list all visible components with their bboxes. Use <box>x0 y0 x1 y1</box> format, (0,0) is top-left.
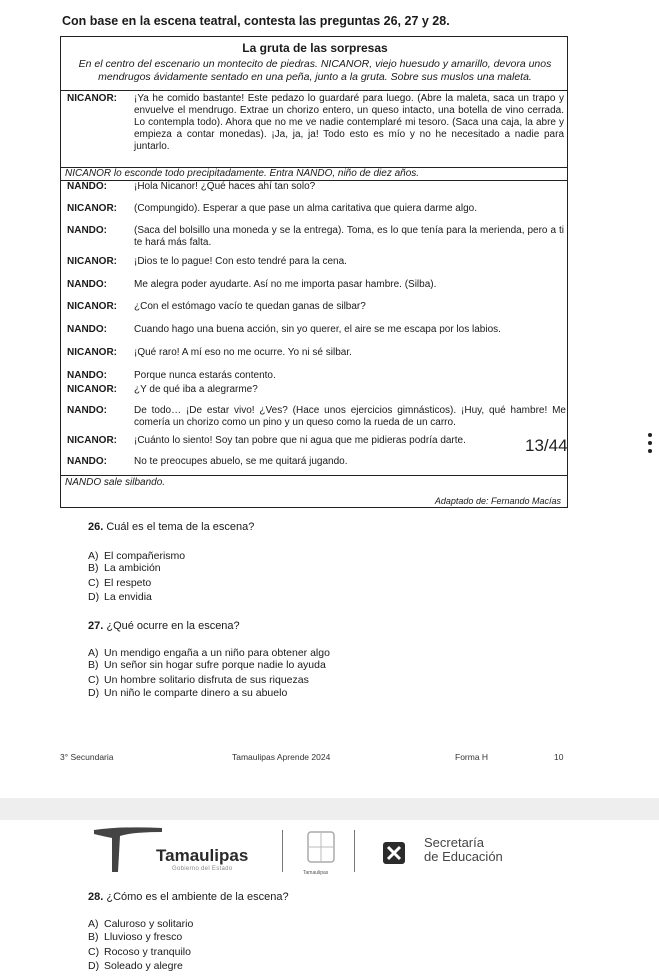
page-gap <box>0 798 659 820</box>
option-letter: D) <box>88 687 100 699</box>
scene-title: La gruta de las sorpresas <box>242 41 388 55</box>
speaker: NICANOR: <box>67 347 117 358</box>
divider <box>354 830 355 872</box>
option-letter: C) <box>88 577 100 589</box>
stage-direction: NICANOR lo esconde todo precipitadamente. Entra NANDO, niño de diez años. <box>65 168 420 179</box>
dialogue-text: ¡Dios te lo pague! Con esto tendré para la cena. <box>134 256 347 267</box>
page-counter: 13/44 <box>525 436 568 455</box>
question-27 <box>88 620 240 632</box>
source-credit: Adaptado de: Fernando Macías <box>434 496 561 506</box>
dialogue-text: ¿Con el estómago vacío te quedan ganas de silbar? <box>134 301 366 312</box>
answer-option[interactable] <box>88 946 191 958</box>
option-letter: A) <box>88 918 99 930</box>
speaker: NANDO: <box>67 456 107 467</box>
state-name: Tamaulipas <box>156 846 249 865</box>
footer-page-number: 10 <box>554 752 564 762</box>
scene-box <box>60 36 568 508</box>
option-text: La ambición <box>104 562 161 574</box>
speaker: NICANOR: <box>67 435 117 446</box>
dialogue-text: ¡Hola Nicanor! ¿Qué haces ahí tan solo? <box>134 181 316 192</box>
option-letter: C) <box>88 946 100 958</box>
answer-option[interactable] <box>88 674 309 686</box>
divider <box>61 90 567 91</box>
option-text: Un niño le comparte dinero a su abuelo <box>104 687 288 699</box>
dialogue-text: Me alegra poder ayudarte. Así no me importa pasar hambre. (Silba). <box>134 279 437 290</box>
answer-option[interactable] <box>88 577 151 589</box>
stage-direction: NANDO sale silbando. <box>65 477 166 488</box>
state-subtitle: Gobierno del Estado <box>172 866 233 872</box>
divider <box>61 475 567 476</box>
option-letter: C) <box>88 674 100 686</box>
option-letter: A) <box>88 647 99 659</box>
scene-intro: En el centro del escenario un montecito de piedras. NICANOR, viejo huesudo y amarillo, devora unos mendrugos ávidamente sentado en una peña, junto a la gruta. Sobre sus muslos una maleta. <box>78 58 552 83</box>
answer-option[interactable] <box>88 931 182 943</box>
option-text: Un señor sin hogar sufre porque nadie lo ayuda <box>104 659 326 671</box>
question-text: ¿Cómo es el ambiente de la escena? <box>106 891 289 903</box>
dialogue-text: Porque nunca estarás contento. <box>134 370 276 381</box>
answer-option[interactable] <box>88 659 326 671</box>
dialogue-text: ¡Cuánto lo siento! Soy tan pobre que ni agua que me pidieras podría darte. <box>134 435 466 446</box>
speaker: NICANOR: <box>67 203 117 214</box>
answer-option[interactable] <box>88 647 330 659</box>
option-text: Soleado y alegre <box>104 960 183 972</box>
speaker: NANDO: <box>67 279 107 290</box>
option-letter: B) <box>88 659 99 671</box>
speaker: NICANOR: <box>67 301 117 312</box>
secretaria-title <box>424 836 503 864</box>
answer-option[interactable] <box>88 687 287 699</box>
option-text: Rocoso y tranquilo <box>104 946 191 958</box>
question-text: ¿Qué ocurre en la escena? <box>106 620 240 632</box>
secretaria-line: de Educación <box>424 849 503 864</box>
option-text: Un mendigo engaña a un niño para obtener algo <box>104 647 330 659</box>
speaker: NICANOR: <box>67 93 117 104</box>
option-text: La envidia <box>104 591 152 603</box>
education-logo-icon <box>383 842 405 864</box>
option-letter: D) <box>88 591 100 603</box>
more-options-icon[interactable] <box>646 431 654 465</box>
question-28 <box>88 891 289 903</box>
speaker: NANDO: <box>67 324 107 335</box>
answer-option[interactable] <box>88 562 161 574</box>
question-number: 28. <box>88 891 104 903</box>
option-text: El compañerismo <box>104 550 186 562</box>
divider <box>282 830 283 872</box>
speaker: NICANOR: <box>67 256 117 267</box>
option-text: El respeto <box>104 577 152 589</box>
tamaulipas-logo-icon <box>92 826 164 874</box>
footer-grade: 3° Secundaria <box>60 752 114 762</box>
option-text: Un hombre solitario disfruta de sus riquezas <box>104 674 309 686</box>
option-text: Lluvioso y fresco <box>104 931 183 943</box>
answer-option[interactable] <box>88 960 183 972</box>
question-number: 27. <box>88 620 104 632</box>
instruction-text: Con base en la escena teatral, contesta las preguntas 26, 27 y 28. <box>62 14 450 28</box>
dialogue-text: No te preocupes abuelo, se me quitará jugando. <box>134 456 348 467</box>
option-letter: B) <box>88 562 99 574</box>
option-letter: D) <box>88 960 100 972</box>
dialogue-text: Cuando hago una buena acción, sin yo querer, el aire se me escapa por los labios. <box>134 324 501 335</box>
answer-option[interactable] <box>88 918 193 930</box>
dialogue-text: De todo… ¡De estar vivo! ¿Ves? (Hace unos ejercicios gimnásticos). ¡Huy, qué hambre! Me comería un chorizo como un pino y un queso como la rueda de un carro. <box>134 405 566 428</box>
answer-option[interactable] <box>88 591 152 603</box>
dialogue-line <box>67 93 563 153</box>
option-letter: A) <box>88 550 99 562</box>
speaker: NANDO: <box>67 181 107 192</box>
dialogue-text: ¡Qué raro! A mí eso no me ocurre. Yo ni sé silbar. <box>134 347 352 358</box>
speaker: NANDO: <box>67 370 107 381</box>
speaker: NANDO: <box>67 405 107 416</box>
question-number: 26. <box>88 521 104 533</box>
footer-form: Forma H <box>455 752 489 762</box>
dialogue-text: ¿Y de qué iba a alegrarme? <box>134 384 258 395</box>
secretaria-line: Secretaría <box>424 835 484 850</box>
footer-program: Tamaulipas Aprende 2024 <box>232 752 331 762</box>
dialogue-text: (Saca del bolsillo una moneda y se la entrega). Toma, es lo que tenía para la merienda, pero a ti te hará más falta. <box>134 225 564 248</box>
speaker: NICANOR: <box>67 384 117 395</box>
option-text: Caluroso y solitario <box>104 918 194 930</box>
question-text: Cuál es el tema de la escena? <box>106 521 255 533</box>
dialogue-text: ¡Ya he comido bastante! Este pedazo lo guardaré para luego. (Abre la maleta, saca un trapo y envuelve el mendrugo. Extrae un chorizo entero, un queso intacto, una botella de vino cerrada. Lo contempla todo). Ahora que no me ve nadie contemplaré mi tesoro. (Saca una caja, la abre y empieza a contar monedas). ¡Ja, ja, ja! Todo esto es mío y no he necesitado a nadie para juntarlo. <box>134 93 564 152</box>
speaker: NANDO: <box>67 225 107 236</box>
option-letter: B) <box>88 931 99 943</box>
seal-label: Tamaulipas <box>303 870 329 876</box>
state-seal-icon <box>300 830 342 866</box>
question-26 <box>88 521 254 533</box>
answer-option[interactable] <box>88 550 185 562</box>
dialogue-text: (Compungido). Esperar a que pase un alma caritativa que quiera darme algo. <box>134 203 477 214</box>
